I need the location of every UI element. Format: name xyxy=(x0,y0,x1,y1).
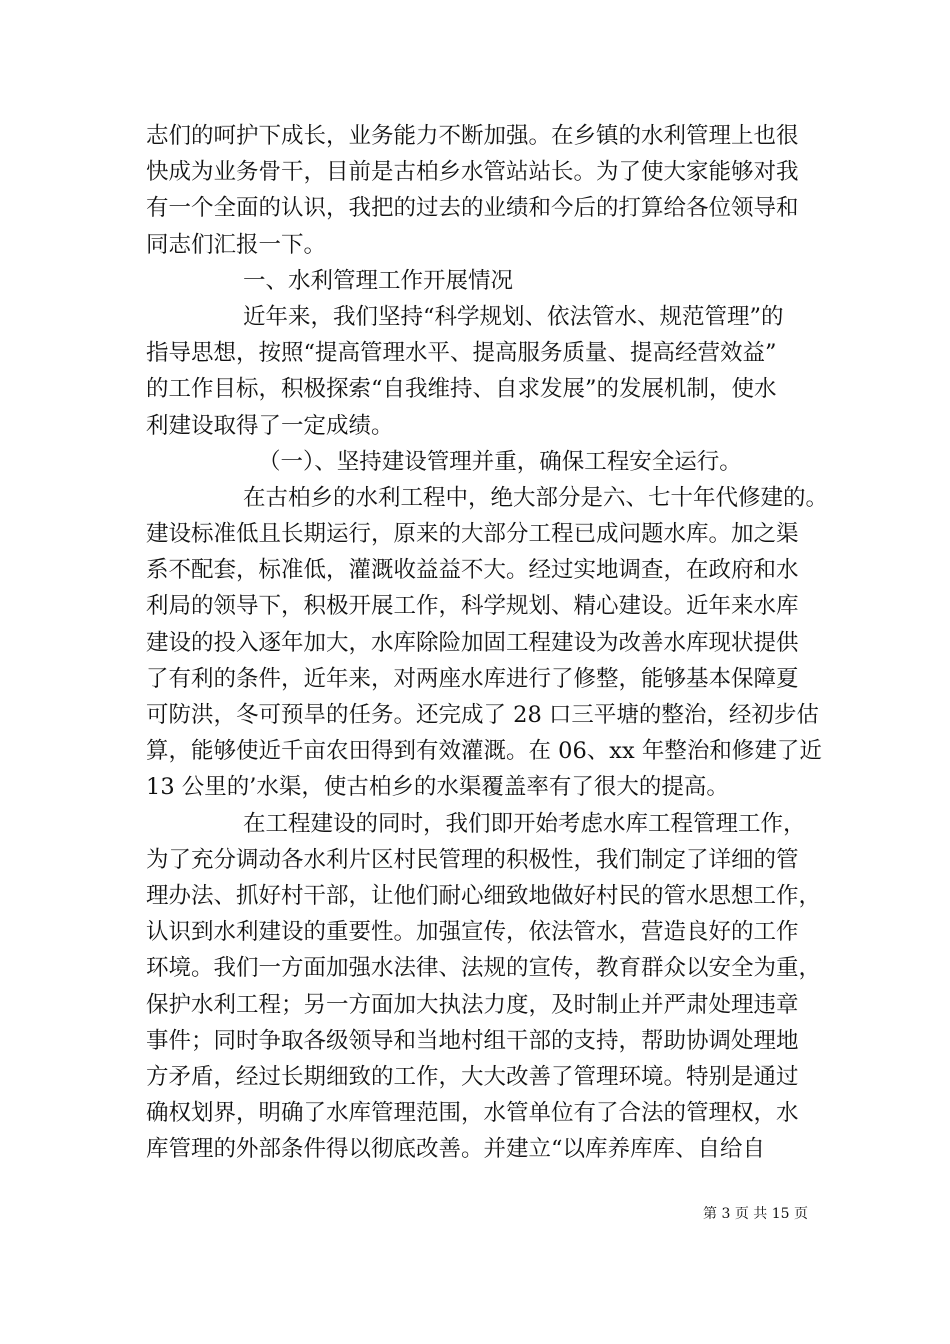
section-heading: 一、水利管理工作开展情况 xyxy=(243,267,514,294)
text-line: 算，能够使近千亩农田得到有效灌溉。在 06、xx 年整治和修建了近 xyxy=(146,738,822,765)
text-line: 近年来，我们坚持“科学规划、依法管水、规范管理”的 xyxy=(243,303,784,330)
text-line: 保护水利工程；另一方面加大执法力度，及时制止并严肃处理违章 xyxy=(146,991,799,1018)
text-line: 利建设取得了一定成绩。 xyxy=(146,412,394,439)
text-line: 认识到水利建设的重要性。加强宣传，依法管水，营造良好的工作 xyxy=(146,919,799,946)
text-line: 了有利的条件，近年来，对两座水库进行了修整，能够基本保障夏 xyxy=(146,665,799,692)
text-line: 环境。我们一方面加强水法律、法规的宣传，教育群众以安全为重， xyxy=(146,955,822,982)
text-line: 同志们汇报一下。 xyxy=(146,231,327,258)
text-line: 利局的领导下，积极开展工作，科学规划、精心建设。近年来水库 xyxy=(146,593,799,620)
text-line: 有一个全面的认识，我把的过去的业绩和今后的打算给各位领导和 xyxy=(146,195,799,222)
text-line: 事件；同时争取各级领导和当地村组干部的支持，帮助协调处理地 xyxy=(146,1027,799,1054)
text-line: 在工程建设的同时，我们即开始考虑水库工程管理工作， xyxy=(243,810,806,837)
text-line: 建设标准低且长期运行，原来的大部分工程已成问题水库。加之渠 xyxy=(146,521,799,548)
text-line: 指导思想，按照“提高管理水平、提高服务质量、提高经营效益” xyxy=(146,340,777,367)
text-line: 为了充分调动各水利片区村民管理的积极性，我们制定了详细的管 xyxy=(146,846,799,873)
text-line: 快成为业务骨干，目前是古柏乡水管站站长。为了使大家能够对我 xyxy=(146,159,799,186)
body-text xyxy=(146,118,829,1167)
text-line: 系不配套，标准低，灌溉收益益不大。经过实地调查，在政府和水 xyxy=(146,557,799,584)
text-line: 理办法、抓好村干部，让他们耐心细致地做好村民的管水思想工作， xyxy=(146,882,822,909)
text-line: 在古柏乡的水利工程中，绝大部分是六、七十年代修建的。 xyxy=(243,484,829,511)
text-line: 确权划界，明确了水库管理范围，水管单位有了合法的管理权，水 xyxy=(146,1100,799,1127)
section-heading: （一）、坚持建设管理并重，确保工程安全运行。 xyxy=(258,448,742,475)
text-line: 方矛盾，经过长期细致的工作，大大改善了管理环境。特别是通过 xyxy=(146,1063,799,1090)
text-line: 13 公里的’水渠，使古柏乡的水渠覆盖率有了很大的提高。 xyxy=(146,774,729,801)
text-line: 志们的呵护下成长，业务能力不断加强。在乡镇的水利管理上也很 xyxy=(146,123,799,149)
page-footer: 第 3 页 共 15 页 xyxy=(703,1206,808,1222)
text-line: 库管理的外部条件得以彻底改善。并建立“以库养库库、自给自 xyxy=(146,1136,766,1163)
text-line: 的工作目标，积极探索“自我维持、自求发展”的发展机制，使水 xyxy=(146,376,777,403)
text-line: 可防洪，冬可预旱的任务。还完成了 28 口三平塘的整治，经初步估 xyxy=(146,702,819,728)
text-line: 建设的投入逐年加大，水库除险加固工程建设为改善水库现状提供 xyxy=(146,629,799,656)
